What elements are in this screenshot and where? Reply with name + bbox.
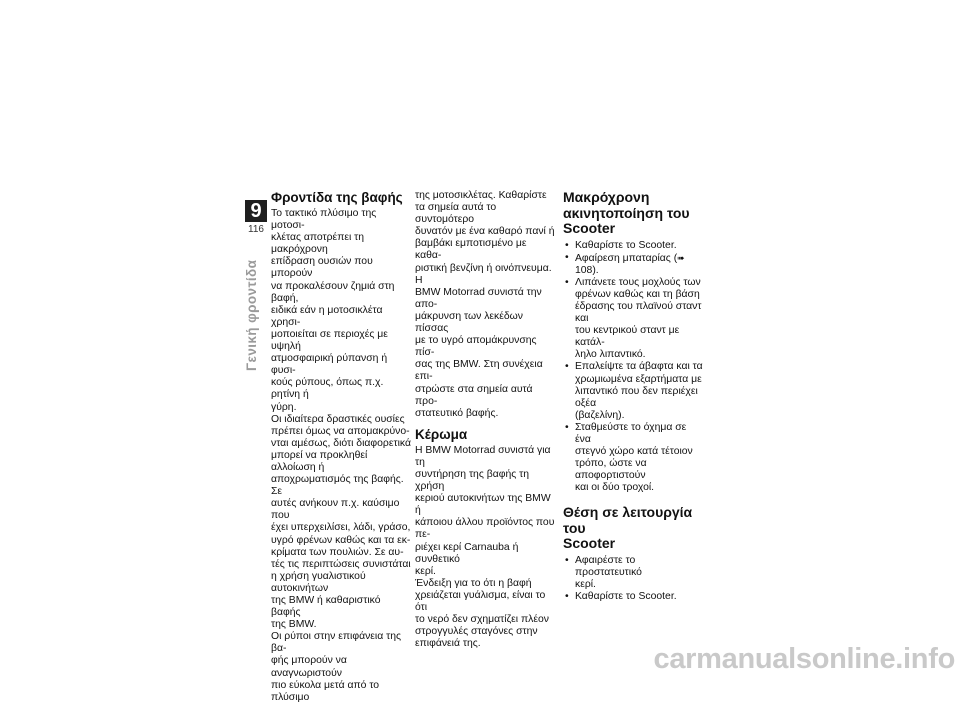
paragraph: Το τακτικό πλύσιμο της μοτοσι- κλέτας αποτρέπει τη μακρόχρονη επίδραση ουσιών που μπορούν να προκαλέσουν ζημιά στη βαφή, ειδικά εάν η μοτοσικλέτα χρησι- μοποιείται σε περιοχές με υψηλή ατμοσφαιρική ρύπανση ή φυσι- κούς ρύπους, όπως π.χ. ρητίνη ή γύρη. bbox=[271, 208, 395, 413]
list-item: • Λιπάνετε τους μοχλούς των φρένων καθώς και τη βάση έδρασης του πλαϊνού σταντ και του κεντρικού σταντ με κατάλ- ληλο λιπαντικό. bbox=[563, 277, 703, 362]
page-number: 116 bbox=[248, 224, 264, 235]
column-3 bbox=[563, 190, 703, 607]
page-reference: 108). bbox=[575, 264, 599, 276]
paragraph: της μοτοσικλέτας. Καθαρίστε τα σημεία αυτά το συντομότερο δυνατόν με ένα καθαρό πανί ή βαμβάκι εμποτισμένο με καθα- ριστική βενζίνη ή οινόπνευμα. Η BMW Motorrad συνιστά την απο- μάκρυνση των λεκέδων πίσσας με το υγρό απομάκρυνσης πίσ- σας της BMW. Στη συνέχεια επι- στρώστε στα σημεία αυτά προ- στατευτικό βαφής. bbox=[415, 190, 555, 419]
list-item: • Σταθμεύστε το όχημα σε ένα στεγνό χώρο κατά τέτοιον τρόπο, ώστε να αποφορτιστούν και οι δύο τροχοί. bbox=[563, 422, 703, 495]
watermark: carmanualsonline.info bbox=[653, 643, 955, 675]
heading-paint-care: Φροντίδα της βαφής bbox=[271, 190, 403, 205]
page-reference-arrow-icon: ➠ bbox=[677, 252, 685, 263]
list-item: • Αφαιρέστε το προστατευτικό κερί. bbox=[563, 555, 703, 591]
operation-steps-list bbox=[563, 555, 703, 603]
list-item: • Καθαρίστε το Scooter. bbox=[563, 591, 703, 603]
chapter-number-badge: 9 bbox=[245, 200, 267, 222]
list-item bbox=[563, 252, 703, 277]
list-item: • Καθαρίστε το Scooter. bbox=[563, 240, 703, 252]
heading-return-to-operation: Θέση σε λειτουργία του Scooter bbox=[563, 504, 693, 552]
list-item: • Επαλείψτε τα άβαφτα και τα χρωμιωμένα εξαρτήματα με λιπαντικό που δεν περιέχει οξέα (βαζελίνη). bbox=[563, 361, 703, 421]
heading-long-storage: Μακρόχρονη ακινητοποίηση του Scooter bbox=[563, 189, 690, 236]
column-1 bbox=[271, 190, 411, 704]
paragraph: Η BMW Motorrad συνιστά για τη συντήρηση της βαφής τη χρήση κεριού αυτοκινήτων της BMW ή κάποιου άλλου προϊόντος που πε- ριέχει κερί Carnauba ή συνθετικό κερί. bbox=[415, 444, 555, 577]
chapter-side-title: Γενική φροντίδα bbox=[244, 260, 259, 372]
heading-waxing: Κέρωμα bbox=[415, 426, 468, 442]
paragraph: Οι ρύποι στην επιφάνεια της βα- φής μπορούν να αναγνωριστούν πιο εύκολα μετά από το πλύσιμο bbox=[271, 631, 402, 703]
paragraph: Ένδειξη για το ότι η βαφή χρειάζεται γυάλισμα, είναι το ότι το νερό δεν σχηματίζει πλέον στρογγυλές σταγόνες στην επιφάνειά της. bbox=[415, 577, 549, 650]
list-item-text: Αφαίρεση μπαταρίας ( bbox=[575, 252, 678, 264]
paragraph: Οι ιδιαίτερα δραστικές ουσίες πρέπει όμως να απομακρύνο- νται αμέσως, διότι διαφορετικά μπορεί να προκληθεί αλλοίωση ή αποχρωματισμός της βαφής. Σε αυτές ανήκουν π.χ. καύσιμο που έχει υπερχειλίσει, λάδι, γράσο, υγρό φρένων καθώς και τα εκ- κρίματα των πουλιών. Σε αυ- τές τις περιπτώσεις συνιστάται η χρήση γυαλιστικού αυτοκινήτων της BMW ή καθαριστικό βαφής της BMW. bbox=[271, 413, 411, 631]
storage-steps-list bbox=[563, 240, 703, 495]
column-2 bbox=[415, 190, 555, 650]
